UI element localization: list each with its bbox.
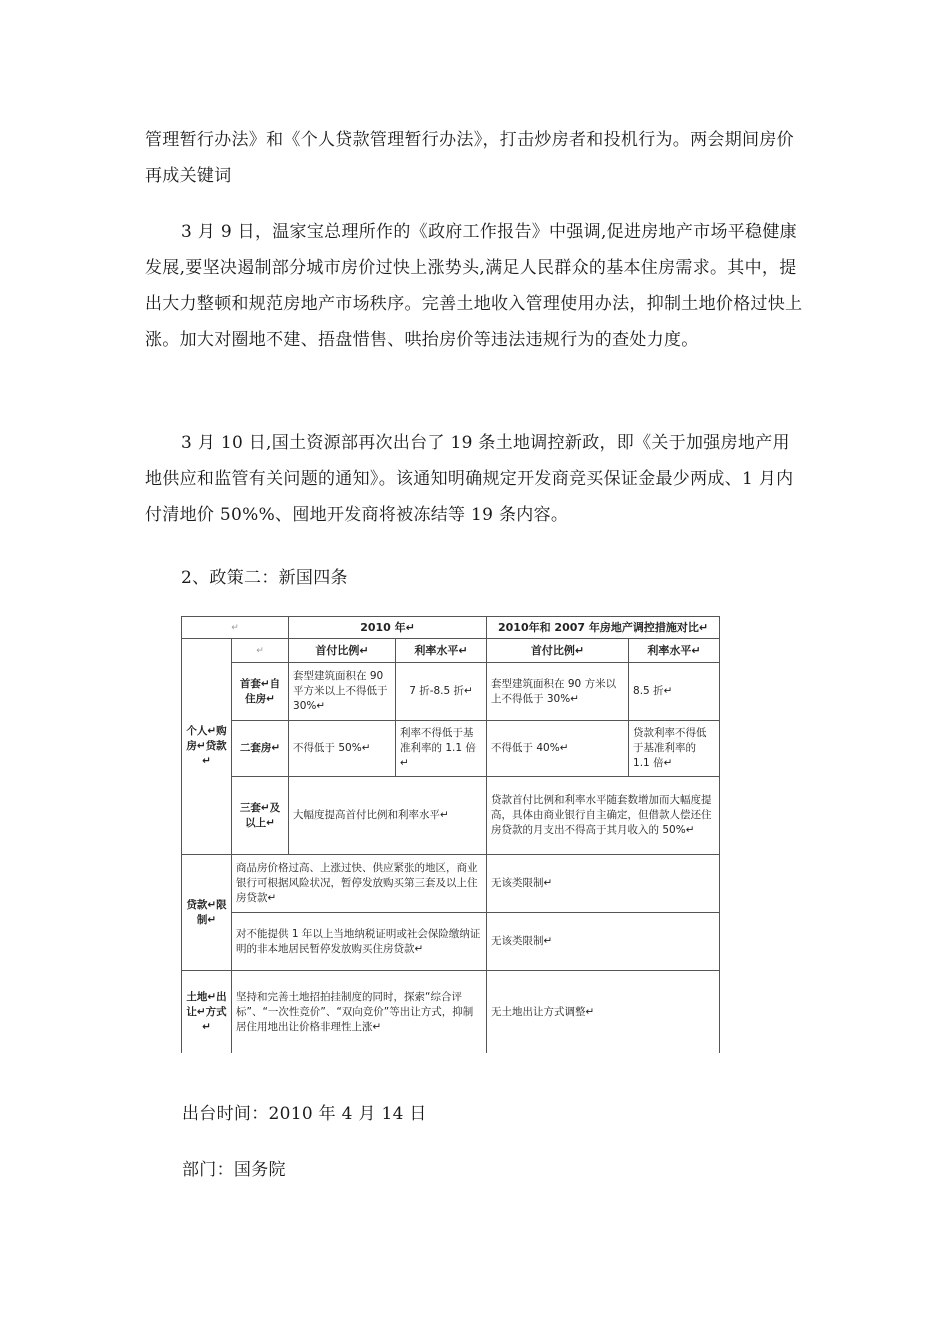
policy-comparison-table (181, 616, 720, 1053)
row-second-home-down-2007: 不得低于 40%↵ (487, 721, 629, 777)
restriction-one-2007: 无该类限制↵ (487, 855, 720, 913)
header-rate-2010: 利率水平↵ (396, 639, 487, 663)
row-first-home-down-2010: 套型建筑面积在 90 平方米以上不得低于 30%↵ (289, 663, 396, 721)
row-first-home-rate-2007: 8.5 折↵ (629, 663, 720, 721)
group-land-transfer: 土地↵出让↵方式↵ (182, 971, 232, 1053)
row-first-home-label: 首套↵自住房↵ (232, 663, 289, 721)
row-second-home-rate-2007: 贷款利率不得低于基准利率的 1.1 倍↵ (629, 721, 720, 777)
land-transfer-2010: 坚持和完善土地招拍挂制度的同时，探索“综合评标”、“一次性竞价”、“双向竞价”等出让方式，抑制居住用地出让价格非理性上涨↵ (232, 971, 487, 1053)
row-third-home-2010: 大幅度提高首付比例和利率水平↵ (289, 777, 487, 855)
row-second-home-rate-2010: 利率不得低于基准利率的 1.1 倍↵ (396, 721, 487, 777)
department: 部门：国务院 (182, 1160, 286, 1180)
paragraph-intro-continuation: 管理暂行办法》和《个人贷款管理暂行办法》，打击炒房者和投机行为。两会期间房价再成关键词 (145, 130, 794, 186)
restriction-one-2010: 商品房价格过高、上涨过快、供应紧张的地区，商业银行可根据风险状况，暂停发放购买第三套及以上住房贷款↵ (232, 855, 487, 913)
row-first-home-down-2007: 套型建筑面积在 90 方米以上不得低于 30%↵ (487, 663, 629, 721)
corner-cell: ↵ (182, 617, 289, 639)
header-comparison: 2010年和 2007 年房地产调控措施对比↵ (487, 617, 720, 639)
row-second-home-down-2010: 不得低于 50%↵ (289, 721, 396, 777)
restriction-two-2010: 对不能提供 1 年以上当地纳税证明或社会保险缴纳证明的非本地居民暂停发放购买住房贷款↵ (232, 913, 487, 971)
row-third-home-2007: 贷款首付比例和利率水平随套数增加而大幅度提高，具体由商业银行自主确定，但借款人偿还住房贷款的月支出不得高于其月收入的 50%↵ (487, 777, 720, 855)
subheader-blank: ↵ (232, 639, 289, 663)
restriction-two-2007: 无该类限制↵ (487, 913, 720, 971)
header-rate-2007: 利率水平↵ (629, 639, 720, 663)
paragraph-march-10: 3 月 10 日,国土资源部再次出台了 19 条土地调控新政，即《关于加强房地产用地供应和监管有关问题的通知》。该通知明确规定开发商竞买保证金最少两成、1 月内付清地价 50%%、囤地开发商将被冻结等 19 条内容。 (145, 433, 794, 525)
row-second-home-label: 二套房↵ (232, 721, 289, 777)
header-down-payment-2007: 首付比例↵ (487, 639, 629, 663)
row-third-home-label: 三套↵及以上↵ (232, 777, 289, 855)
land-transfer-2007: 无土地出让方式调整↵ (487, 971, 720, 1053)
header-down-payment-2010: 首付比例↵ (289, 639, 396, 663)
group-loan-restriction: 贷款↵限制↵ (182, 855, 232, 971)
row-first-home-rate-2010: 7 折-8.5 折↵ (396, 663, 487, 721)
release-date: 出台时间：2010 年 4 月 14 日 (182, 1104, 427, 1124)
paragraph-march-9: 3 月 9 日，温家宝总理所作的《政府工作报告》中强调,促进房地产市场平稳健康发展,要坚决遏制部分城市房价过快上涨势头,满足人民群众的基本住房需求。其中，提出大力整顿和规范房地产市场秩序。完善土地收入管理使用办法，抑制土地价格过快上涨。加大对圈地不建、捂盘惜售、哄抬房价等违法违规行为的查处力度。 (145, 222, 803, 350)
section-heading-policy-two: 2、政策二：新国四条 (181, 568, 348, 588)
header-2010: 2010 年↵ (289, 617, 487, 639)
group-personal-loan: 个人↵购房↵贷款↵ (182, 639, 232, 855)
